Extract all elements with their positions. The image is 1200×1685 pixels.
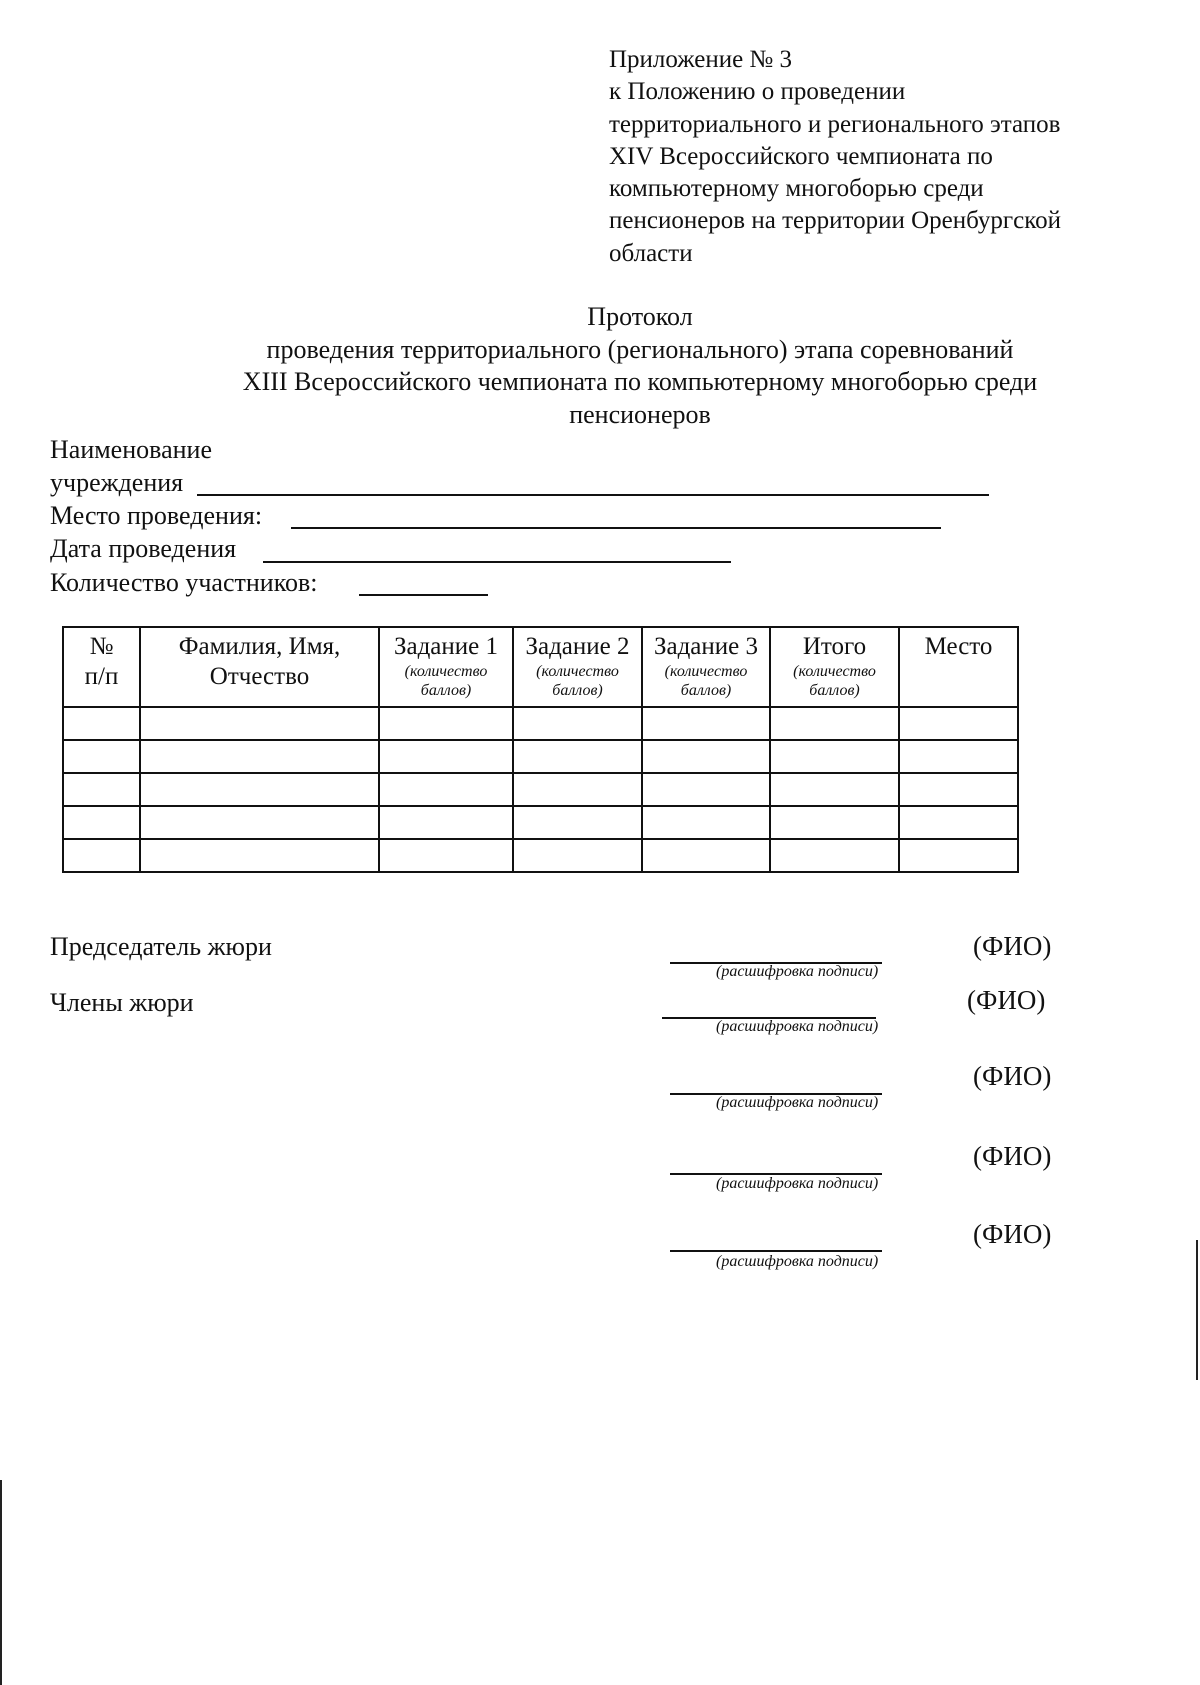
signature-caption: (расшифровка подписи) [716, 1018, 879, 1035]
table-cell[interactable] [513, 740, 642, 773]
table-cell[interactable] [770, 806, 899, 839]
appendix-line: территориального и регионального этапов [609, 110, 1061, 138]
header-task2: Задание 2 (количество баллов) [513, 627, 642, 707]
table-cell[interactable] [379, 740, 513, 773]
table-row [63, 740, 1018, 773]
header-name: Фамилия, Имя, Отчество [140, 627, 379, 707]
signature-line[interactable] [670, 1250, 882, 1252]
participants-label: Количество участников: [50, 568, 318, 597]
table-row [63, 773, 1018, 806]
signature-caption: (расшифровка подписи) [716, 1094, 879, 1111]
table-cell[interactable] [899, 707, 1018, 740]
table-header-row [63, 627, 1018, 707]
participants-input-line[interactable] [359, 594, 488, 596]
table-cell[interactable] [63, 707, 140, 740]
header-place: Место [899, 627, 1018, 707]
venue-label: Место проведения: [50, 501, 263, 530]
jury-chairman-label: Председатель жюри [50, 932, 272, 961]
signature-caption: (расшифровка подписи) [716, 963, 879, 980]
scan-edge-right [1196, 1240, 1198, 1380]
venue-input-line[interactable] [291, 527, 941, 529]
appendix-line: области [609, 239, 693, 267]
table-cell[interactable] [899, 839, 1018, 872]
institution-label-1: Наименование [50, 435, 212, 464]
fio-label: (ФИО) [973, 931, 1052, 961]
fio-label: (ФИО) [967, 985, 1046, 1015]
appendix-line: пенсионеров на территории Оренбургской [609, 207, 1061, 235]
date-input-line[interactable] [263, 561, 731, 563]
table-row [63, 839, 1018, 872]
table-cell[interactable] [140, 773, 379, 806]
fio-label: (ФИО) [973, 1219, 1052, 1249]
appendix-line: Приложение № 3 [609, 46, 793, 73]
table-cell[interactable] [642, 707, 770, 740]
table-cell[interactable] [642, 806, 770, 839]
table-cell[interactable] [899, 740, 1018, 773]
table-cell[interactable] [513, 806, 642, 839]
appendix-line: к Положению о проведении [609, 78, 906, 106]
table-cell[interactable] [379, 707, 513, 740]
header-num: № п/п [63, 627, 140, 707]
table-row [63, 806, 1018, 839]
table-cell[interactable] [642, 773, 770, 806]
appendix-block [609, 44, 1061, 270]
table-cell[interactable] [379, 806, 513, 839]
table-cell[interactable] [379, 773, 513, 806]
fio-label: (ФИО) [973, 1061, 1052, 1091]
table-cell[interactable] [140, 740, 379, 773]
table-cell[interactable] [642, 839, 770, 872]
header-task3: Задание 3 (количество баллов) [642, 627, 770, 707]
table-cell[interactable] [642, 740, 770, 773]
table-cell[interactable] [63, 806, 140, 839]
signature-caption: (расшифровка подписи) [716, 1175, 879, 1192]
title-line: проведения территориального (регионального) этапа соревнований [266, 334, 1014, 364]
header-task1: Задание 1 (количество баллов) [379, 627, 513, 707]
date-label: Дата проведения [50, 534, 237, 563]
jury-members-label: Члены жюри [50, 988, 194, 1017]
table-row [63, 707, 1018, 740]
institution-label-2: учреждения [50, 468, 184, 497]
table-cell[interactable] [140, 707, 379, 740]
fio-label: (ФИО) [973, 1141, 1052, 1171]
table-cell[interactable] [513, 839, 642, 872]
table-cell[interactable] [63, 773, 140, 806]
table-cell[interactable] [140, 839, 379, 872]
table-cell[interactable] [899, 773, 1018, 806]
signature-caption: (расшифровка подписи) [716, 1253, 879, 1270]
table-cell[interactable] [770, 773, 899, 806]
header-total: Итого (количество баллов) [770, 627, 899, 707]
protocol-table [62, 626, 1019, 873]
table-cell[interactable] [140, 806, 379, 839]
appendix-line: XIV Всероссийского чемпионата по [609, 142, 993, 170]
table-cell[interactable] [770, 740, 899, 773]
table-cell[interactable] [379, 839, 513, 872]
table-cell[interactable] [63, 740, 140, 773]
scan-edge-left [0, 1480, 2, 1685]
appendix-line: компьютерному многоборью среди [609, 175, 984, 203]
table-cell[interactable] [770, 707, 899, 740]
table-cell[interactable] [899, 806, 1018, 839]
table-cell[interactable] [513, 773, 642, 806]
institution-input-line[interactable] [197, 494, 989, 496]
table-cell[interactable] [63, 839, 140, 872]
document-title [100, 301, 1180, 431]
title-line: XIII Всероссийского чемпионата по компьютерному многоборью среди [242, 367, 1038, 396]
title-line: Протокол [587, 302, 693, 331]
table-cell[interactable] [770, 839, 899, 872]
table-cell[interactable] [513, 707, 642, 740]
title-line: пенсионеров [569, 399, 711, 429]
